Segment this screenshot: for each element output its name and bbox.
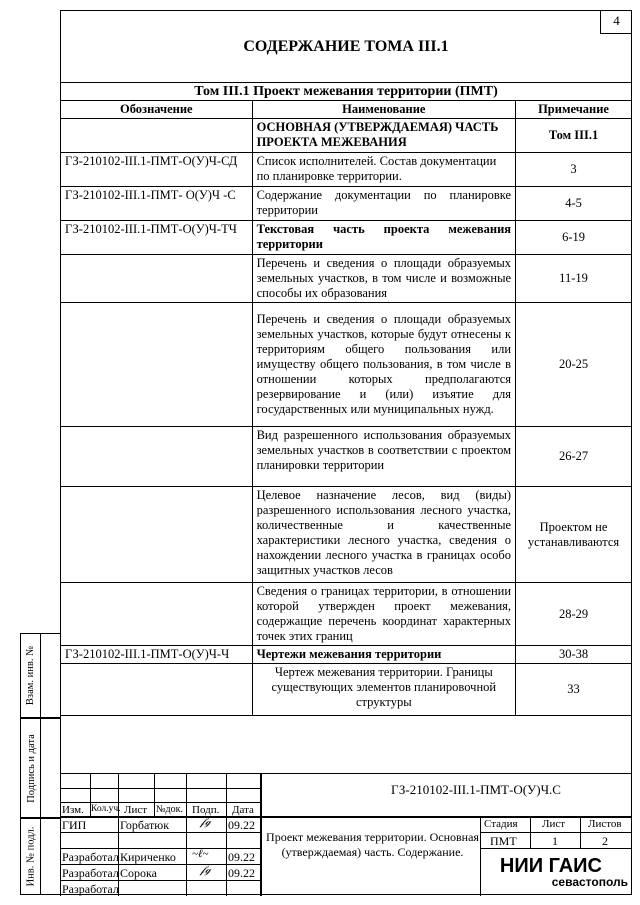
row-note: 4-5 [516, 187, 632, 221]
row-note: 3 [516, 153, 632, 187]
table-row [61, 487, 632, 583]
side-strip-signature [20, 718, 60, 818]
side-label-signature-date: Подпись и дата [25, 733, 37, 803]
row-code: ГЗ-210102-III.1-ПМТ-О(У)Ч-СД [61, 153, 253, 187]
stamp-sheet: 1 [552, 834, 558, 848]
row-code [61, 487, 253, 583]
stamp-stage: ПМТ [490, 834, 517, 848]
side-label-inv-original: Инв. № подл. [25, 826, 37, 887]
table-row [61, 664, 632, 716]
row-code [61, 664, 253, 716]
row-code [61, 119, 253, 153]
row-code: ГЗ-210102-III.1-ПМТ-О(У)Ч-Ч [61, 646, 253, 664]
row-code: ГЗ-210102-III.1-ПМТ- О(У)Ч -С [61, 187, 253, 221]
side-strip-replace [20, 633, 60, 718]
row-name: Целевое назначение лесов, вид (виды) разрешенного использования лесного участка, количественные и качественные характеристики лесного участка, сведения о нахождении лесного участка в границах особо защитных участков лесов [252, 487, 515, 583]
row-name: Чертеж межевания территории. Границы существующих элементов планировочной структуры [252, 664, 515, 716]
handwritten-signature: 𝒻ℊ [200, 864, 211, 876]
table-row [61, 187, 632, 221]
row-name: Список исполнителей. Состав документации по планировке территории. [252, 153, 515, 187]
row-name: Текстовая часть проекта межевания территории [252, 221, 515, 255]
stamp-date: 09.22 [228, 850, 255, 864]
row-code: ГЗ-210102-III.1-ПМТ-О(У)Ч-ТЧ [61, 221, 253, 255]
row-note: 33 [516, 664, 632, 716]
row-note: Проектом не устанавливаются [516, 487, 632, 583]
document-code: ГЗ-210102-III.1-ПМТ-О(У)Ч.С [391, 782, 561, 797]
table-row [61, 119, 632, 153]
stamp-header-count: Кол.уч. [91, 804, 121, 814]
handwritten-signature: ~ℓ~ [192, 848, 209, 860]
row-note: 20-25 [516, 303, 632, 427]
stamp-role: Разработал [62, 882, 119, 896]
row-name: Сведения о границах территории, в отношении которой утвержден проект межевания, содержащие перечень координат характерных точек этих границ [252, 583, 515, 646]
organization-logo [480, 856, 632, 888]
table-row [61, 221, 632, 255]
stamp-header-date: Дата [232, 804, 254, 816]
stamp-header-sheet-right: Лист [542, 818, 566, 830]
volume-title: Том III.1 Проект межевания территории (ПМТ) [61, 83, 632, 101]
side-label-replace-inv: Взам. инв. № [25, 645, 37, 706]
row-name: Содержание документации по планировке территории [252, 187, 515, 221]
row-code [61, 255, 253, 303]
row-note: 26-27 [516, 427, 632, 487]
stamp-header-docnum: №док. [156, 804, 183, 815]
row-note: 11-19 [516, 255, 632, 303]
header-designation: Обозначение [61, 101, 253, 119]
stamp-date: 09.22 [228, 818, 255, 832]
row-name: Перечень и сведения о площади образуемых земельных участков, в том числе и возможные способы их образования [252, 255, 515, 303]
row-code [61, 427, 253, 487]
table-header-row [61, 101, 632, 119]
stamp-role: Разработал [62, 850, 119, 864]
table-row [61, 153, 632, 187]
row-code [61, 583, 253, 646]
stamp-header-change: Изм. [62, 804, 84, 816]
logo-main: НИИ ГАИС [499, 855, 602, 877]
logo-sub: севастополь [551, 875, 628, 889]
row-note: 6-19 [516, 221, 632, 255]
stamp-role: Разработал [62, 866, 119, 880]
stamp-person-name: Сорока [120, 866, 157, 880]
row-name: Вид разрешенного использования образуемых земельных участков в соответствии с проектом планировки территории [252, 427, 515, 487]
stamp-header-sheets: Листов [588, 818, 622, 830]
stamp-role: ГИП [62, 818, 87, 832]
row-note: 28-29 [516, 583, 632, 646]
table-row [61, 255, 632, 303]
row-note: Том III.1 [516, 119, 632, 153]
stamp-header-signature: Подп. [192, 804, 220, 816]
table-row [61, 583, 632, 646]
row-note: 30-38 [516, 646, 632, 664]
handwritten-signature: 𝒻ℊ [200, 816, 211, 828]
row-name: Чертежи межевания территории [252, 646, 515, 664]
stamp-person-name: Кириченко [120, 850, 176, 864]
page-number: 4 [600, 10, 632, 34]
stamp-person-name: Горбатюк [120, 818, 170, 832]
contents-table [60, 82, 632, 716]
table-row [61, 427, 632, 487]
table-row [61, 303, 632, 427]
side-strip-inv [20, 818, 60, 895]
document-description: Проект межевания территории. Основная (утверждаемая) часть. Содержание. [266, 830, 479, 859]
stamp-date: 09.22 [228, 866, 255, 880]
header-name: Наименование [252, 101, 515, 119]
title-block [60, 773, 632, 895]
header-note: Примечание [516, 101, 632, 119]
document-title: СОДЕРЖАНИЕ ТОМА III.1 [243, 38, 449, 55]
row-code [61, 303, 253, 427]
stamp-header-sheet: Лист [124, 804, 148, 816]
row-name: Перечень и сведения о площади образуемых земельных участков, которые будут отнесены к территориям общего пользования или имуществу общего пользования, в том числе в отношении которых предполагаются резервирование и (или) изъятие для государственных или муниципальных нужд. [252, 303, 515, 427]
stamp-header-stage: Стадия [484, 818, 518, 830]
stamp-sheets: 2 [602, 834, 608, 848]
row-name: ОСНОВНАЯ (УТВЕРЖДАЕМАЯ) ЧАСТЬ ПРОЕКТА МЕЖЕВАНИЯ [252, 119, 515, 153]
table-row [61, 646, 632, 664]
